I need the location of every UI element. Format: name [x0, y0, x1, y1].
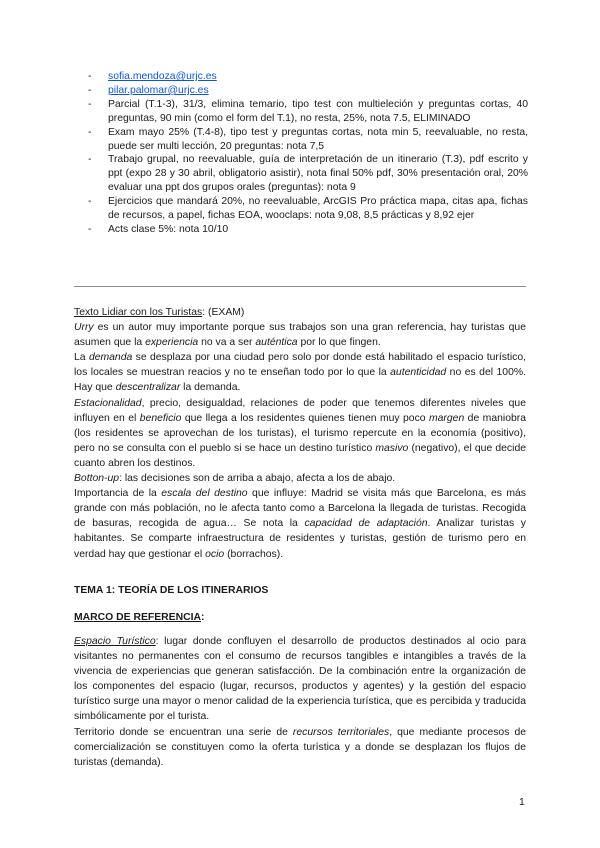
list-item: - Parcial (T.1-3), 31/3, elimina temario, tipo test con multieleción y preguntas cortas, 40 preguntas, 90 min (como el form del T.1), no resta, 25%, nota 7.5, ELIMINADO — [88, 98, 528, 124]
paragraph: Estacionalidad, precio, desigualdad, relaciones de poder que tenemos diferentes niveles que influyen en el beneficio que llega a los residentes quienes tienen muy poco margen de maniobra (los residentes se aprovechan de los turistas), el turismo repercute en la economía (positivo), pero no se consulta con el pueblo si se hace un destino turístico masivo (negativo), el que decide cuanto abren los destinos. — [74, 397, 526, 469]
list-item-text: Ejercicios que mandará 20%, no reevaluable, ArcGIS Pro práctica mapa, citas apa, fichas de recursos, a papel, fichas EOA, wooclaps: nota 9,08, 8,5 prácticas y 8,92 ejer — [108, 196, 528, 222]
paragraph: Importancia de la escala del destino que influye: Madrid se visita más que Barcelona, es más grande con más población, no le afecta tanto como a Barcelona la llegada de turistas. Recogida de basuras, recogida de agua… Se nota la capacidad de adaptación. Analizar turistas y habitantes. Se comparte infraestructura de residentes y turistas, gestión de turismo pero en verdad hay que gestionar el ocio (borrachos). — [74, 488, 527, 560]
horizontal-divider — [74, 286, 526, 287]
list-item: - Ejercicios que mandará 20%, no reevaluable, ArcGIS Pro práctica mapa, citas apa, fichas de recursos, a papel, fichas EOA, wooclaps: nota 9,08, 8,5 prácticas y 8,92 ejer — [88, 196, 528, 222]
paragraph: Urry es un autor muy importante porque sus trabajos son una gran referencia, hay turistas que asumen que la experiencia no va a ser auténtica por lo que fingen. — [74, 322, 526, 349]
list-item[interactable]: - sofia.mendoza@urjc.es — [88, 71, 217, 82]
list-item: - Trabajo grupal, no reevaluable, guía de interpretación de un itinerario (T.3), pdf escrito y ppt (expo 28 y 30 abril, obligatorio asistir), nota final 50% pdf, 30% presentación oral, 20% evaluar una ppt dos grupos orales (preguntas): nota 9 — [88, 154, 528, 194]
marco-section — [74, 634, 526, 770]
marco-heading: MARCO DE REFERENCIA: — [74, 612, 205, 623]
paragraph: La demanda se desplaza por una ciudad pero solo por donde está habilitado el espacio turístico, los locales se muestran reacios y no te enseñan todo por lo que la autenticidad no es del 100%. Hay que descentralizar la demanda. — [74, 352, 526, 394]
list-item-text: Acts clase 5%: nota 10/10 — [108, 223, 229, 235]
email-link[interactable]: pilar.palomar@urjc.es — [108, 84, 209, 96]
list-item-text: Parcial (T.1-3), 31/3, elimina temario, tipo test con multieleción y preguntas cortas, 40 preguntas, 90 min (como el form del T.1), no resta, 25%, nota 7.5, ELIMINADO — [108, 98, 528, 124]
list-item-text: Trabajo grupal, no reevaluable, guía de interpretación de un itinerario (T.3), pdf escrito y ppt (expo 28 y 30 abril, obligatorio asistir), nota final 50% pdf, 30% presentación oral, 20% evaluar una ppt dos grupos orales (preguntas): nota 9 — [108, 154, 528, 194]
paragraph: Espacio Turístico: lugar donde confluyen el desarrollo de productos destinados al ocio para visitantes no permanentes con el consumo de recursos tangibles e intangibles a través de la vivencia de experiencias que generan satisfacción. De la combinación entre la organización de los componentes del espacio (lugar, recursos, productos y agentes) y la gestión del espacio turístico surge una mayor o menor calidad de la experiencia turística, que es percibida y traducida simbólicamente por el turista. — [74, 636, 526, 723]
page-number: 1 — [519, 797, 525, 808]
paragraph: Territorio donde se encuentran una serie de recursos territoriales, que mediante procesos de comercialización se constituyen como la oferta turística y a donde se desplazan los flujos de turistas (demanda). — [74, 726, 526, 768]
lidiar-section — [74, 305, 526, 562]
paragraph: Botton-up: las decisiones son de arriba a abajo, afecta a los de abajo. — [74, 473, 396, 485]
section-title: Texto Lidiar con los Turistas: (EXAM) — [74, 307, 245, 318]
list-item-text: Exam mayo 25% (T.4-8), tipo test y preguntas cortas, nota min 5, reevaluable, no resta, puede ser multi lección, 20 preguntas: nota 7,5 — [108, 126, 528, 152]
email-link[interactable]: sofia.mendoza@urjc.es — [108, 71, 217, 82]
list-item: - Acts clase 5%: nota 10/10 — [88, 223, 229, 235]
list-item: - Exam mayo 25% (T.4-8), tipo test y preguntas cortas, nota min 5, reevaluable, no resta, puede ser multi lección, 20 preguntas: nota 7,5 — [88, 126, 528, 152]
course-info-list — [88, 70, 528, 237]
list-item[interactable]: - pilar.palomar@urjc.es — [88, 84, 209, 96]
tema-heading: TEMA 1: TEORÍA DE LOS ITINERARIOS — [74, 585, 269, 596]
